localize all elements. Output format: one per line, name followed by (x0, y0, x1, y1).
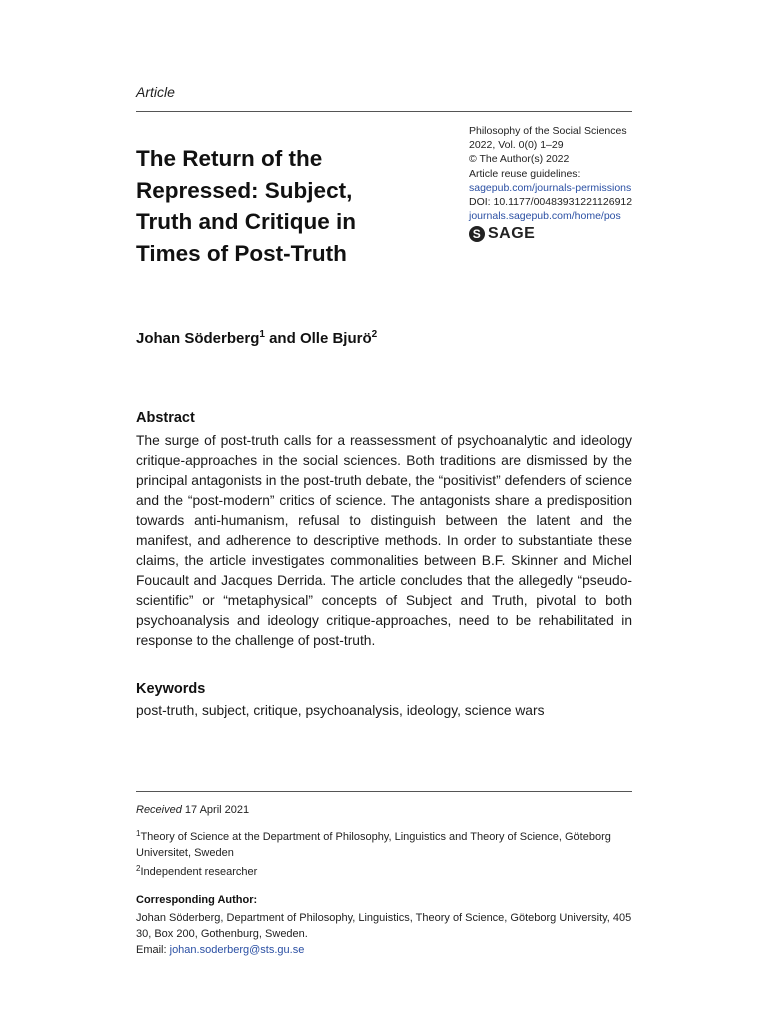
author-conjunction: and (264, 330, 300, 347)
corresponding-author-address: Johan Söderberg, Department of Philosophy, Linguistics, Theory of Science, Göteborg University, 405 30, Box 200, Gothenburg, Sweden. (136, 912, 632, 940)
article-type-label: Article (136, 84, 175, 100)
publisher-logo (469, 226, 669, 242)
doi: DOI: 10.1177/00483931221126912 (469, 196, 633, 209)
title-line: The Return of the (136, 146, 323, 171)
affiliations (136, 826, 636, 880)
reuse-guidelines: Article reuse guidelines: (469, 167, 581, 180)
keywords-heading: Keywords (136, 681, 206, 697)
received-label: Received (136, 804, 182, 816)
email-label: Email: (136, 944, 170, 956)
title-line: Repressed: Subject, (136, 177, 353, 203)
author-name: Johan Söderberg (136, 330, 260, 347)
author-list (136, 329, 377, 347)
journal-name: Philosophy of the Social Sciences (469, 125, 627, 137)
keywords-text: post-truth, subject, critique, psychoanalysis, ideology, science wars (136, 703, 545, 718)
affiliation-mark: 2 (136, 864, 141, 873)
corresponding-author-info (136, 910, 636, 958)
affiliation-text: Independent researcher (140, 866, 258, 878)
affiliation-2 (136, 861, 636, 880)
email-link[interactable]: johan.soderberg@sts.gu.se (169, 944, 305, 956)
journal-volume: 2022, Vol. 0(0) 1–29 (469, 139, 564, 152)
abstract-heading: Abstract (136, 410, 195, 426)
title-line: Times of Post-Truth (136, 240, 347, 266)
footer-divider (136, 791, 632, 792)
affiliation-1 (136, 826, 636, 861)
author-affiliation-mark: 1 (259, 329, 265, 340)
top-divider (136, 111, 632, 112)
publisher-name: SAGE (488, 225, 536, 243)
affiliation-text: Theory of Science at the Department of Philosophy, Linguistics and Theory of Science, Göteborg Universitet, Sweden (136, 831, 611, 859)
abstract-text: The surge of post-truth calls for a reassessment of psychoanalytic and ideology critique-approaches in the social sciences. Both traditions are dismissed by the principal antagonists in the post-truth debate, the “positivist” defenders of science and the “post-modern” critics of science. The antagonists share a predisposition towards anti-humanism, refusal to distinguish between the latent and the manifest, and adherence to descriptive methods. In order to substantiate these claims, the article investigates commonalities between B.F. Skinner and Michel Foucault and Jacques Derrida. The article concludes that the allegedly “pseudo-scientific” or “metaphysical” concepts of Subject and Truth, pivotal to both psychoanalysis and ideology critique-approaches, need to be rehabilitated in response to the challenge of post-truth. (136, 433, 632, 648)
article-title (136, 143, 436, 269)
permissions-link[interactable]: sagepub.com/journals-permissions (469, 181, 632, 194)
journal-info (469, 124, 669, 242)
received-value: 17 April 2021 (181, 804, 250, 816)
author-name: Olle Bjurö (299, 330, 372, 347)
email-line (136, 942, 636, 958)
sage-logo-icon (469, 226, 485, 242)
received-date (136, 804, 249, 816)
affiliation-mark: 1 (136, 829, 141, 838)
author-affiliation-mark: 2 (371, 329, 378, 340)
journal-home-link[interactable]: journals.sagepub.com/home/pos (469, 210, 621, 223)
corresponding-author-heading: Corresponding Author: (136, 894, 258, 906)
journal-copyright: © The Author(s) 2022 (469, 153, 570, 166)
title-line: Truth and Critique in (136, 209, 356, 234)
